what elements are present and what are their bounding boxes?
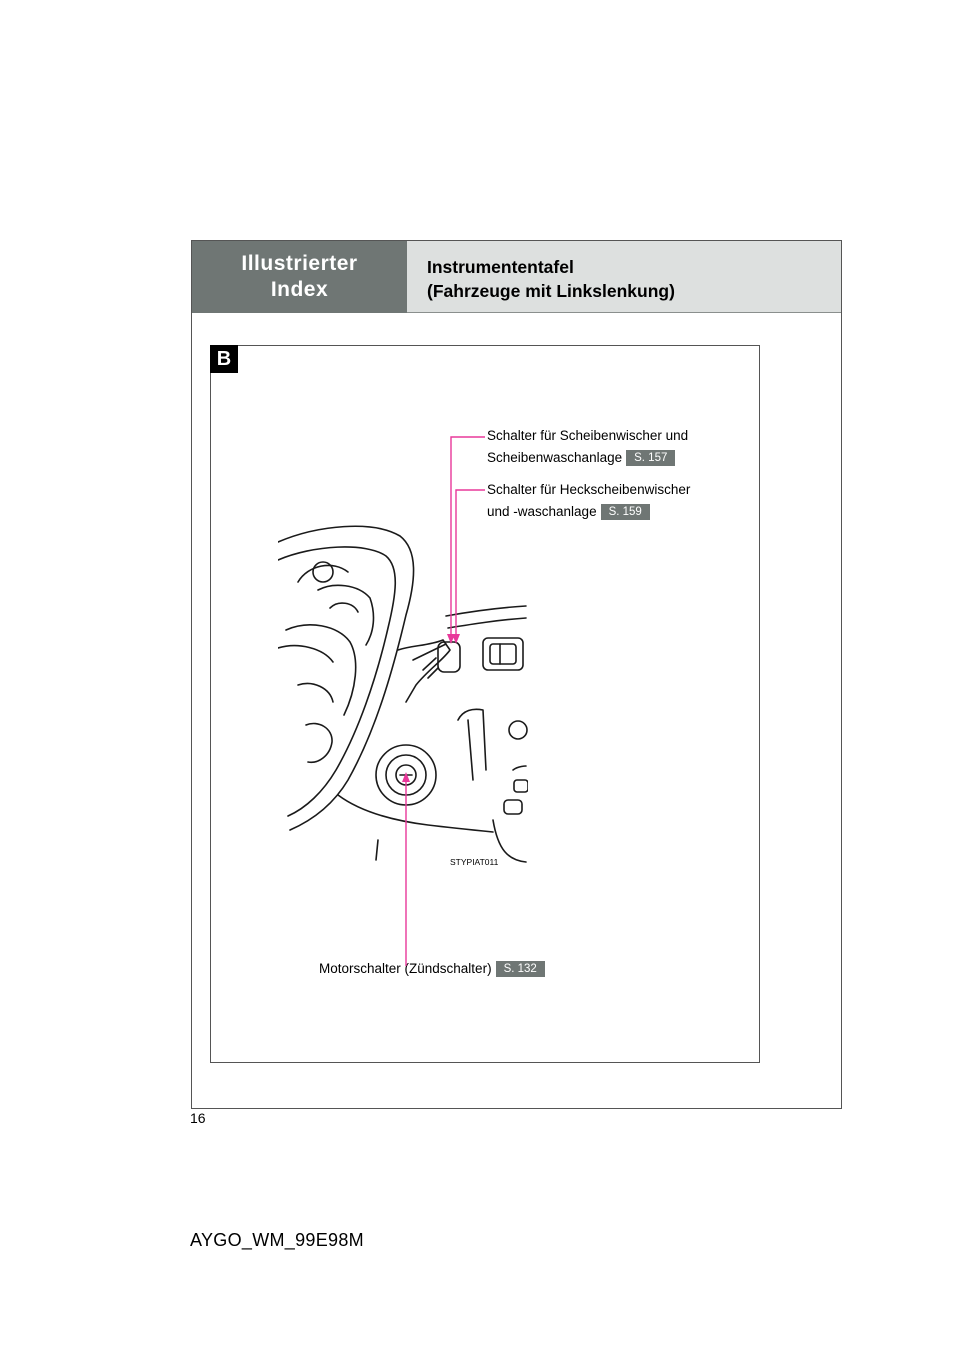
page-ref-engine[interactable]: S. 132 — [496, 961, 545, 977]
callout-rear-wiper-line1: Schalter für Heckscheibenwischer — [487, 482, 691, 497]
figure-badge: B — [210, 345, 238, 373]
callout-engine-label: Motorschalter (Zündschalter) — [319, 961, 492, 976]
arrow-head-engine — [402, 772, 410, 782]
arrow-head-rear-wiper — [452, 634, 460, 644]
document-code: AYGO_WM_99E98M — [190, 1230, 364, 1250]
callout-rear-wiper-line2: und -waschanlage — [487, 504, 597, 519]
callout-wiper-line1: Schalter für Scheibenwischer und — [487, 428, 689, 443]
leader-line-rear-wiper — [456, 490, 485, 637]
image-code: STYPIAT011 — [450, 857, 499, 867]
callout-wiper-line2: Scheibenwaschanlage — [487, 450, 623, 465]
page-ref-wiper[interactable]: S. 157 — [626, 450, 675, 466]
page-title-line2: (Fahrzeuge mit Linkslenkung) — [427, 281, 675, 301]
section-tab-line1: Illustrierter — [241, 252, 358, 275]
section-tab-line2: Index — [270, 278, 329, 301]
page-number: 16 — [190, 1110, 206, 1126]
page-title-line1: Instrumententafel — [427, 257, 574, 277]
page-ref-rear-wiper[interactable]: S. 159 — [601, 504, 650, 520]
